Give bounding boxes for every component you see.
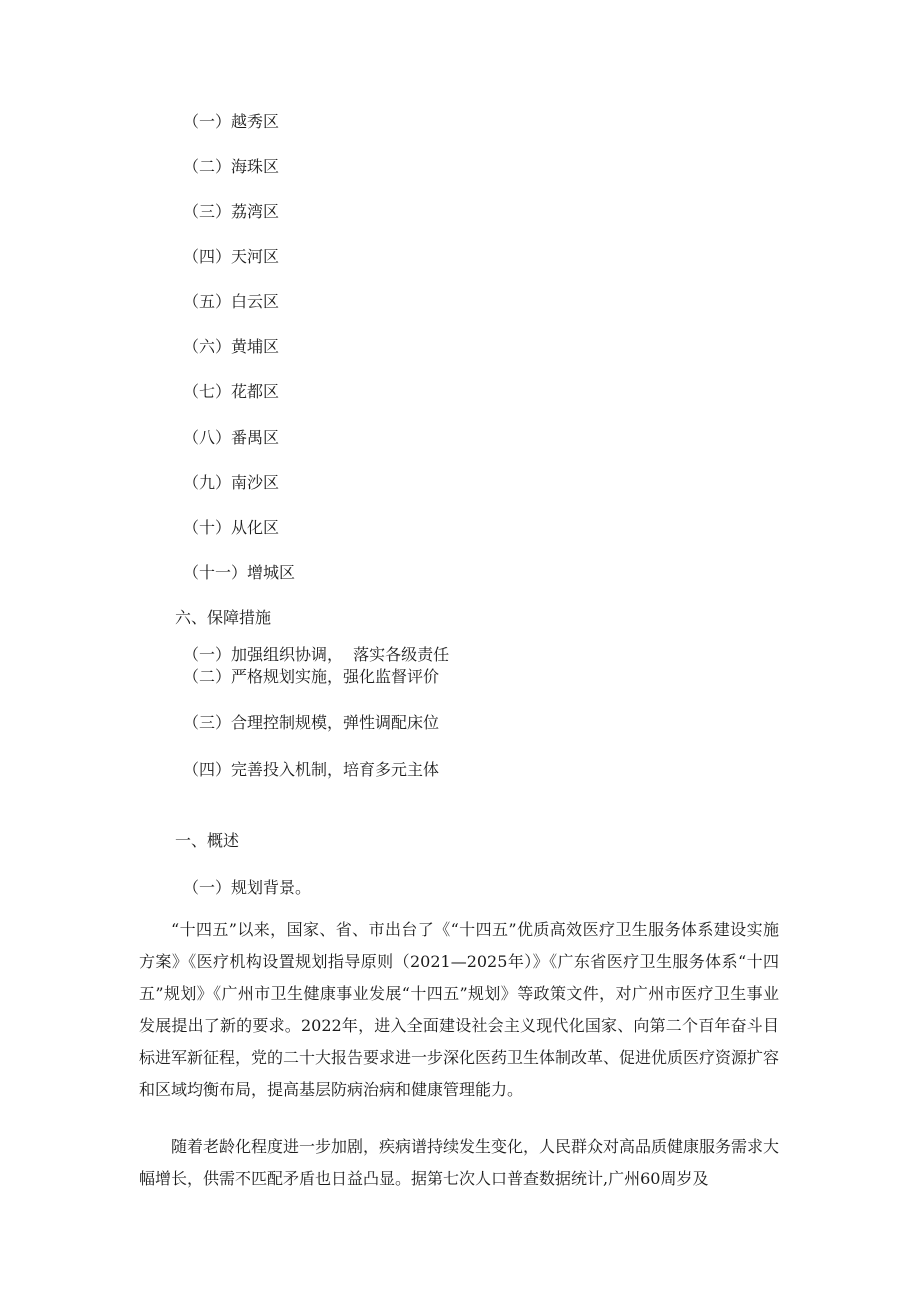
measure-item-3: （三）合理控制规模，弹性调配床位 [183, 713, 440, 732]
district-item-nansha: （九）南沙区 [183, 473, 280, 492]
district-item-panyu: （八）番禺区 [183, 428, 280, 447]
measure-item-2: （二）严格规划实施，强化监督评价 [183, 667, 440, 686]
subsection-planning-background: （一）规划背景。 [183, 878, 312, 897]
district-item-liwan: （三）荔湾区 [183, 202, 280, 221]
district-item-haizhu: （二）海珠区 [183, 157, 280, 176]
district-item-tianhe: （四）天河区 [183, 247, 280, 266]
district-item-zengcheng: （十一）增城区 [183, 563, 296, 582]
district-item-baiyun: （五）白云区 [183, 292, 280, 311]
measure-item-4: （四）完善投入机制，培育多元主体 [183, 760, 440, 779]
background-paragraph-2: 随着老龄化程度进一步加剧，疾病谱持续发生变化，人民群众对高品质健康服务需求大幅增长，供需不匹配矛盾也日益凸显。据第七次人口普查数据统计,广州60周岁及 [139, 1137, 780, 1188]
district-item-huangpu: （六）黄埔区 [183, 337, 280, 356]
section-1-heading: 一、概述 [175, 831, 240, 850]
district-item-huadu: （七）花都区 [183, 382, 280, 401]
section-6-heading: 六、保障措施 [175, 608, 272, 627]
measure-item-1: （一）加强组织协调， 落实各级责任 [183, 645, 450, 664]
district-item-yuexiu: （一）越秀区 [183, 112, 280, 131]
district-item-conghua: （十）从化区 [183, 518, 280, 537]
background-paragraph-1: “十四五”以来，国家、省、市出台了《“十四五”优质高效医疗卫生服务体系建设实施方案》《医疗机构设置规划指导原则（2021—2025年）》《广东省医疗卫生服务体系“十四五”规划》《广州市卫生健康事业发展“十四五”规划》等政策文件，对广州市医疗卫生事业发展提出了新的要求。2022年，进入全面建设社会主义现代化国家、向第二个百年奋斗目标进军新征程，党的二十大报告要求进一步深化医药卫生体制改革、促进优质医疗资源扩容和区域均衡布局，提高基层防病治病和健康管理能力。 [139, 920, 780, 1099]
